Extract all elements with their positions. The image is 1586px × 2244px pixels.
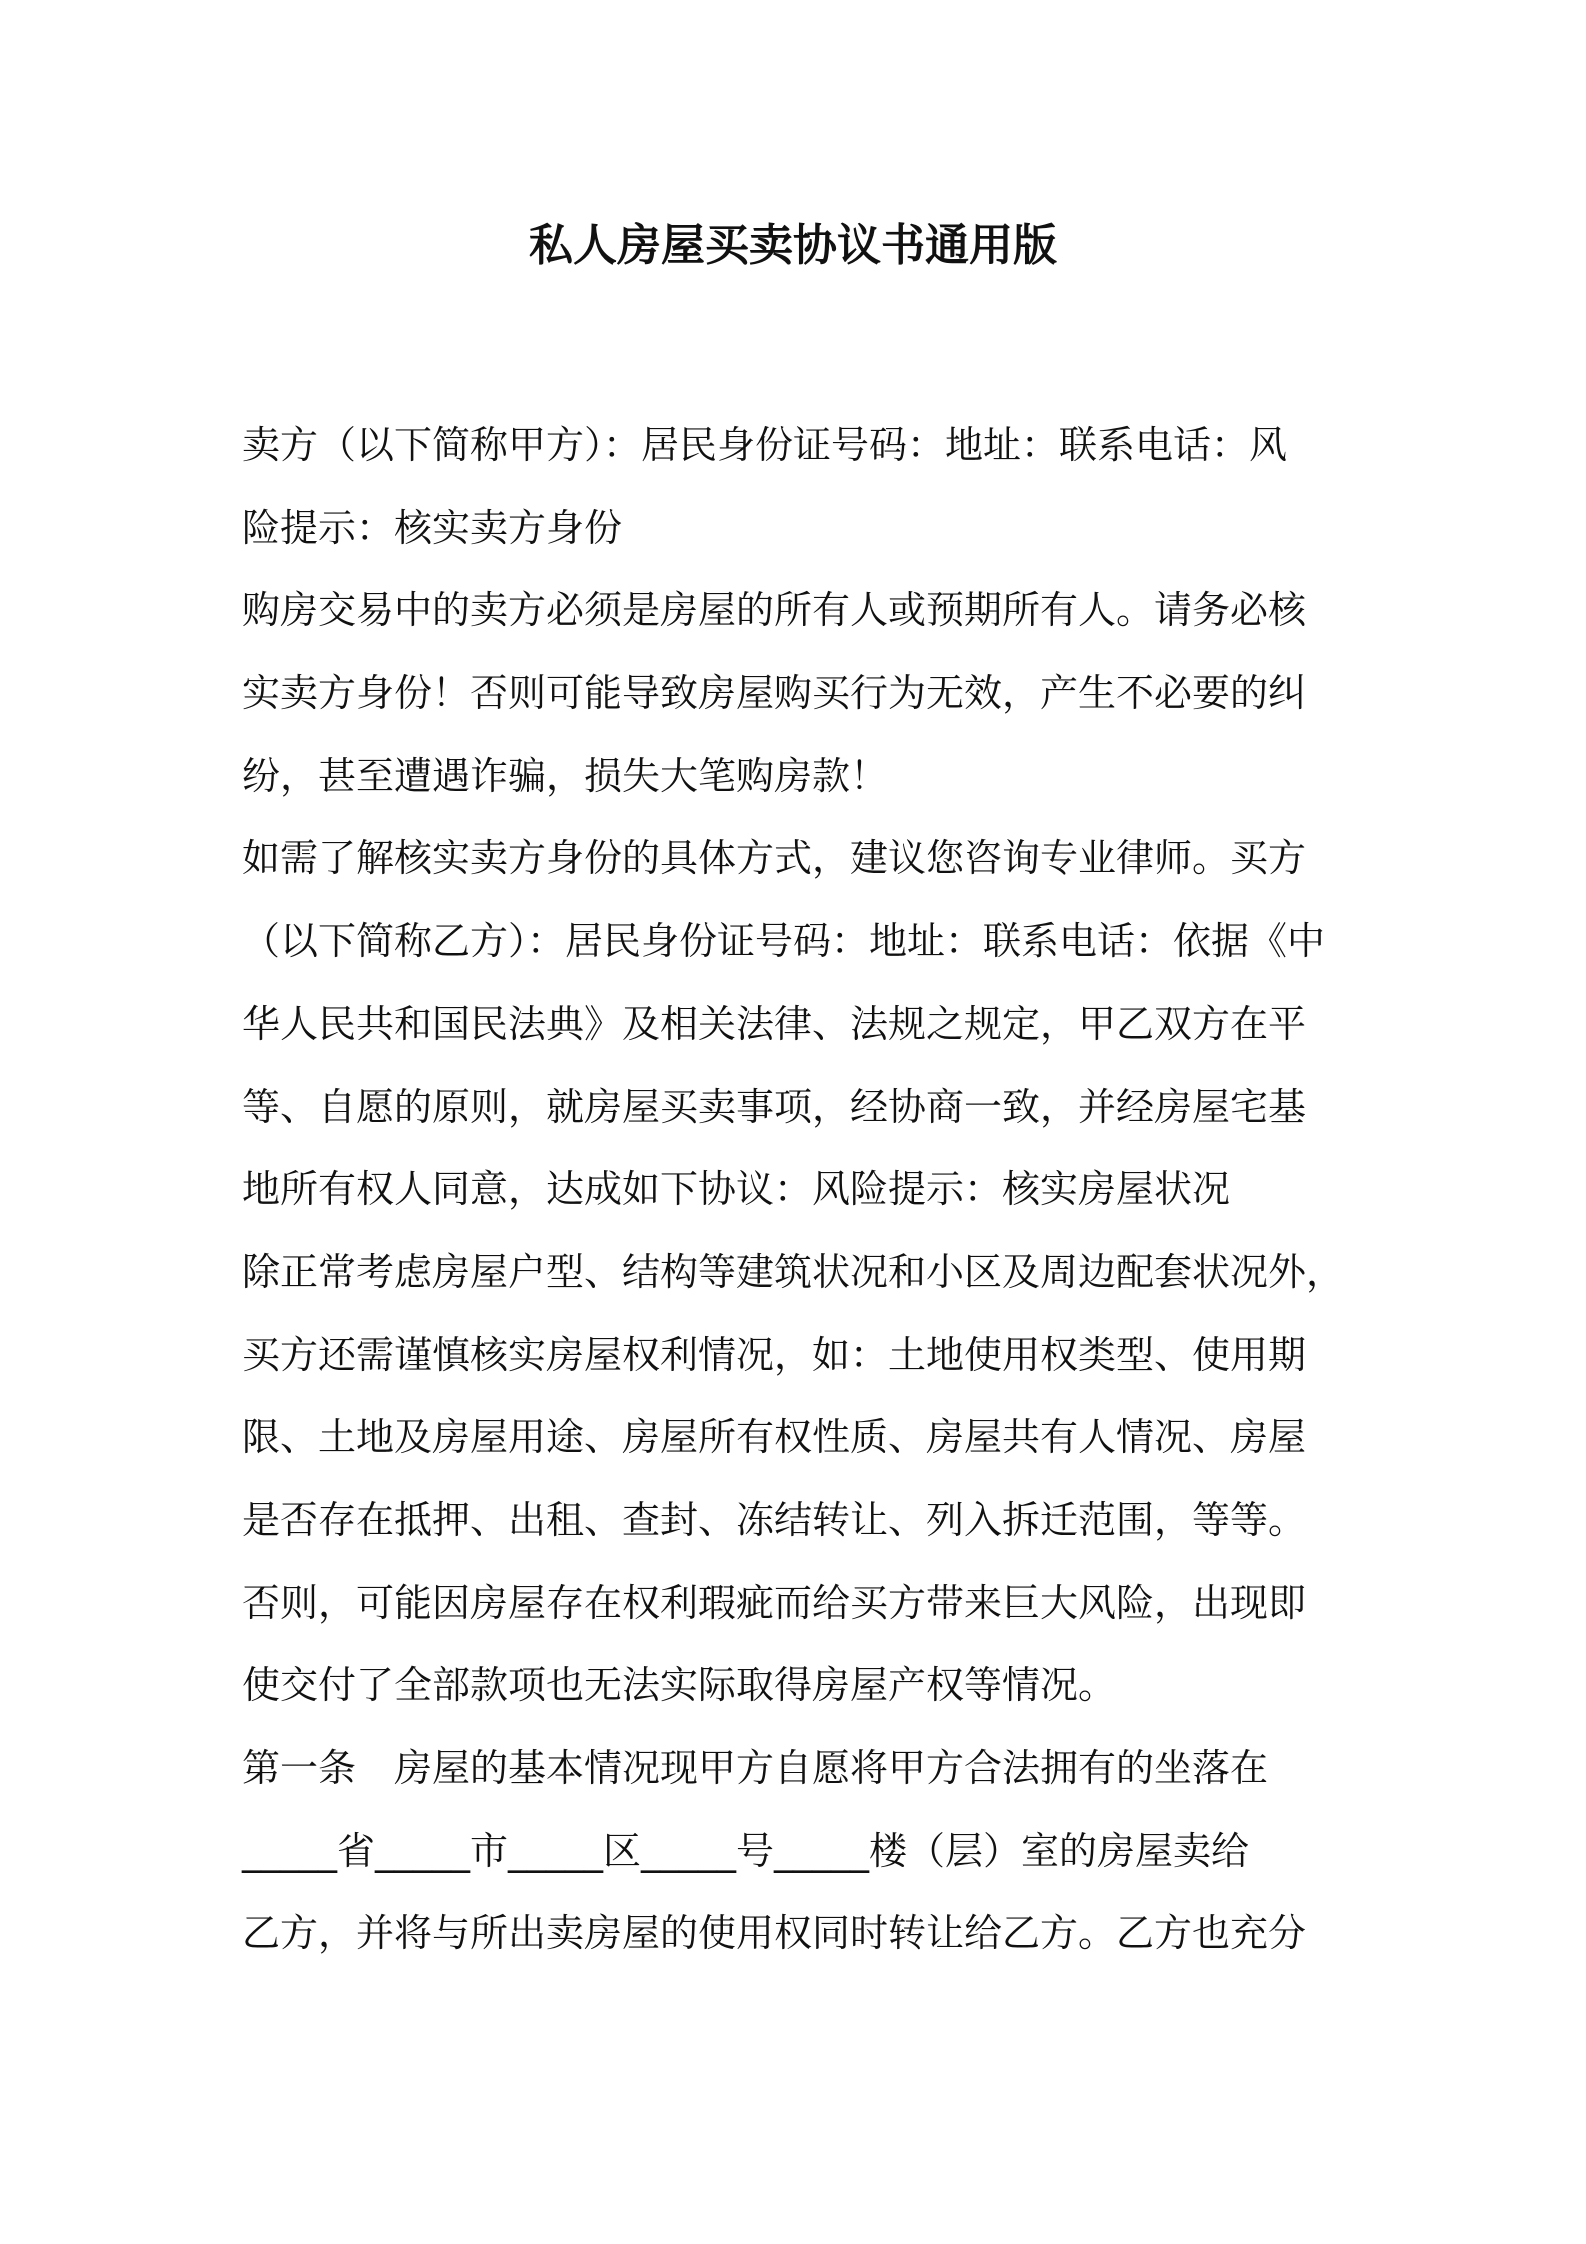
body-line: 卖方（以下简称甲方）：居民身份证号码：地址：联系电话：风	[242, 423, 1288, 467]
document-body	[242, 404, 1382, 1975]
body-line: 乙方，并将与所出卖房屋的使用权同时转让给乙方。乙方也充分	[242, 1911, 1307, 1956]
body-line: 实卖方身份！否则可能导致房屋购买行为无效，产生不必要的纠	[242, 671, 1307, 716]
document-title: 私人房屋买卖协议书通用版	[529, 220, 1057, 271]
body-line: 如需了解核实卖方身份的具体方式，建议您咨询专业律师。买方	[242, 836, 1307, 881]
body-line: 购房交易中的卖方必须是房屋的所有人或预期所有人。请务必核	[242, 588, 1307, 633]
body-line: 第一条 房屋的基本情况现甲方自愿将甲方合法拥有的坐落在	[242, 1746, 1269, 1790]
body-line: 是否存在抵押、出租、查封、冻结转让、列入拆迁范围，等等。	[242, 1497, 1307, 1542]
body-line: 地所有权人同意，达成如下协议：风险提示：核实房屋状况	[242, 1167, 1231, 1212]
body-line: 限、土地及房屋用途、房屋所有权性质、房屋共有人情况、房屋	[242, 1415, 1307, 1460]
body-line: _____省_____市_____区_____号_____楼（层）室的房屋卖给	[242, 1828, 1250, 1873]
body-line: 等、自愿的原则，就房屋买卖事项，经协商一致，并经房屋宅基	[242, 1084, 1307, 1129]
body-line: 否则，可能因房屋存在权利瑕疵而给买方带来巨大风险，出现即	[242, 1580, 1307, 1625]
body-line: 除正常考虑房屋户型、结构等建筑状况和小区及周边配套状况外，	[242, 1249, 1345, 1294]
body-line: 纷，甚至遭遇诈骗，损失大笔购房款！	[242, 753, 889, 798]
body-line: 华人民共和国民法典》及相关法律、法规之规定，甲乙双方在平	[242, 1001, 1307, 1046]
body-line: （以下简称乙方）：居民身份证号码：地址：联系电话：依据《中	[242, 919, 1326, 964]
body-line: 险提示：核实卖方身份	[242, 505, 623, 550]
body-line: 使交付了全部款项也无法实际取得房屋产权等情况。	[242, 1663, 1117, 1708]
body-line: 买方还需谨慎核实房屋权利情况，如：土地使用权类型、使用期	[242, 1332, 1307, 1377]
